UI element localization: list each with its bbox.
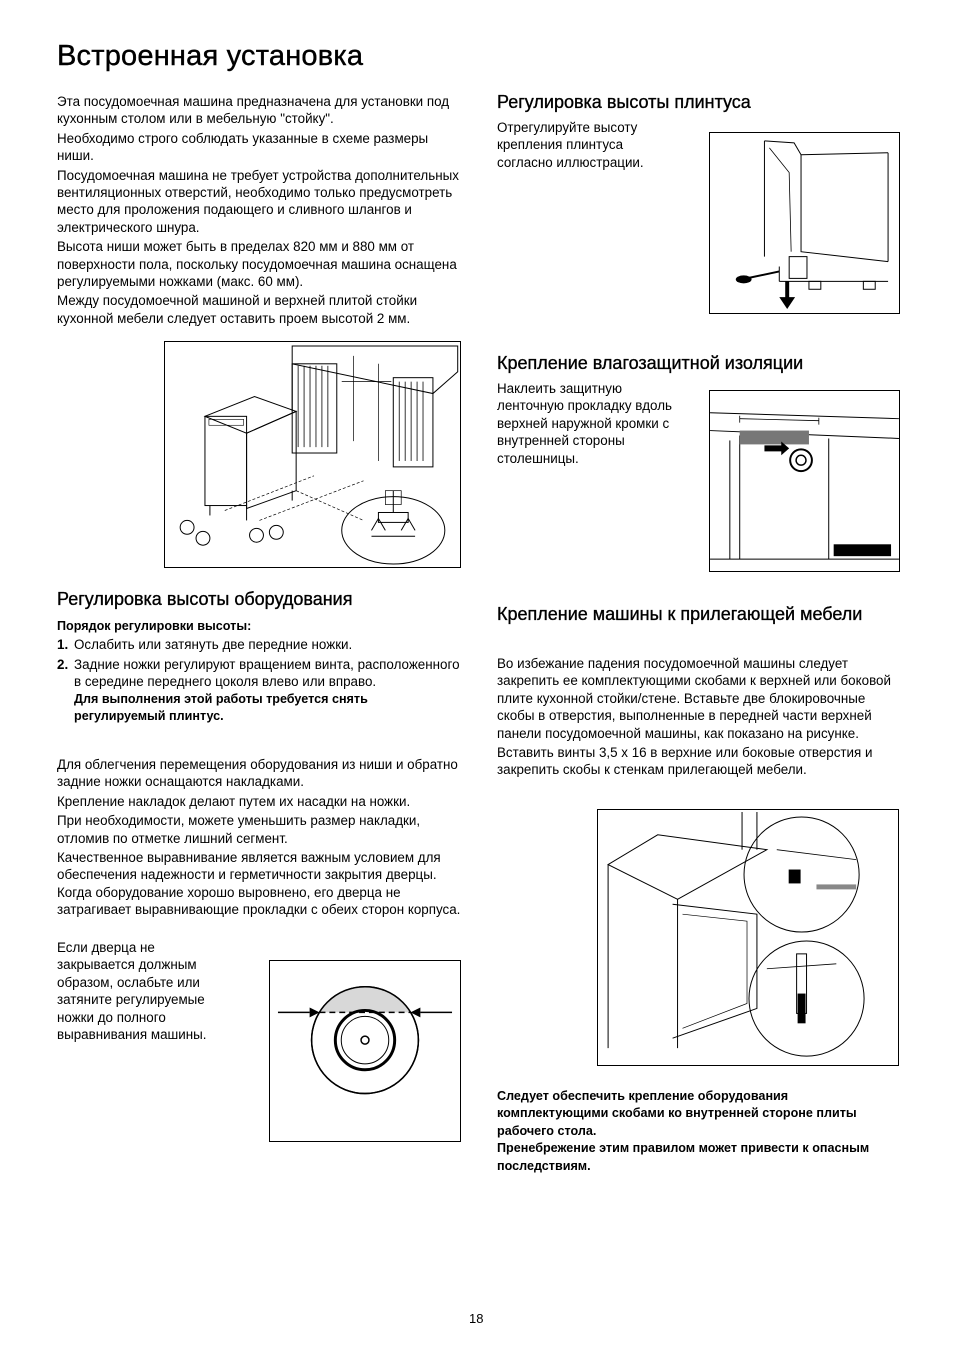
intro-paragraph: Эта посудомоечная машина предназначена для установки под кухонным столом или в мебельную "стойку". [57, 94, 450, 127]
step-note: Для выполнения этой работы требуется снять регулируемый плинтус. [74, 691, 368, 724]
door-alignment-figure [269, 960, 461, 1142]
step-number: 2. [57, 656, 69, 672]
fixing-paragraphs [497, 655, 902, 781]
body-paragraph: Качественное выравнивание является важным условием для обеспечения надежности и герметичности закрытия дверцы. Когда оборудование хорошо выровнено, его дверца не затрагивает выравнивающие прокладки с обеих сторон корпуса. [57, 850, 461, 918]
seal-heading: Крепление влагозащитной изоляции [497, 353, 804, 373]
step-text: Ослабить или затянуть две передние ножки. [74, 637, 353, 653]
body-paragraph: Вставить винты 3,5 x 16 в верхние или боковые отверстия и закрепить скобы к стенкам прилегающей мебели. [497, 745, 873, 778]
procedure-label: Порядок регулировки высоты: [57, 619, 252, 633]
intro-paragraph: Необходимо строго соблюдать указанные в схеме размеры ниши. [57, 130, 429, 164]
body-paragraph: Крепление накладок делают путем их насадки на ножки. [57, 793, 411, 809]
niche-installation-figure [164, 341, 461, 568]
warning-text: Пренебрежение этим правилом может привести к опасным последствиям. [497, 1141, 870, 1173]
door-note: Если дверца не закрывается должным образом, ослабьте или затяните регулируемые ножки до полного выравнивания машины. [57, 940, 207, 1043]
seal-text: Наклеить защитную ленточную прокладку вдоль верхней наружной кромки с внутренней стороны столешницы. [497, 381, 672, 466]
height-adjust-heading: Регулировка высоты оборудования [57, 589, 353, 609]
door-note-text [57, 939, 232, 1043]
body-paragraph: Для облегчения перемещения оборудования из ниши и обратно задние ножки оснащаются накладками. [57, 757, 458, 790]
seal-text-block [497, 380, 677, 467]
plinth-adjust-figure [709, 132, 900, 314]
fixing-heading: Крепление машины к прилегающей мебели [497, 604, 863, 624]
body-paragraph: При необходимости, можете уменьшить размер накладки, отломив по отметке лишний сегмент. [57, 813, 421, 846]
warning-text: Следует обеспечить крепление оборудования комплектующими скобами ко внутренней стороне плиты рабочего стола. [497, 1089, 857, 1138]
bracket-fixing-figure [597, 809, 899, 1066]
intro-paragraph: Между посудомоечной машиной и верхней плитой стойки кухонной мебели следует оставить проем высотой 2 мм. [57, 293, 418, 326]
seal-strip-figure [709, 390, 900, 572]
height-adjust-paragraphs [57, 756, 462, 921]
intro-text [57, 93, 462, 329]
step-number: 1. [57, 637, 69, 653]
step-text: Задние ножки регулируют вращением винта, расположенного в середине переднего цоколя влево или вправо. [74, 656, 460, 690]
page-number: 18 [469, 1311, 484, 1326]
intro-paragraph: Высота ниши может быть в пределах 820 мм и 880 мм от поверхности пола, поскольку посудомоечная машина оснащена регулируемыми ножками (макс. 60 мм). [57, 239, 457, 290]
fixing-warning [497, 1088, 902, 1175]
list-item [57, 656, 462, 726]
plinth-text: Отрегулируйте высоту крепления плинтуса согласно иллюстрации. [497, 120, 644, 170]
steps-list [57, 636, 462, 725]
intro-paragraph: Посудомоечная машина не требует устройства дополнительных вентиляционных отверстий, необходимо только предусмотреть место для проложения подающего и сливного шлангов и электрического шнура. [57, 167, 459, 235]
list-item [57, 636, 462, 653]
plinth-heading: Регулировка высоты плинтуса [497, 92, 751, 112]
height-adjust-section [57, 618, 462, 725]
body-paragraph: Во избежание падения посудомоечной машины следует закрепить ее комплектующими скобами к верхней или боковой плите кухонной стойки/стене. Вставьте две блокировочные скобы в отверстия, выполненные в передней части верхней панели посудомоечной машины, как показано на рисунке. [497, 656, 891, 741]
plinth-text-block [497, 119, 667, 171]
page-title: Встроенная установка [57, 40, 364, 72]
